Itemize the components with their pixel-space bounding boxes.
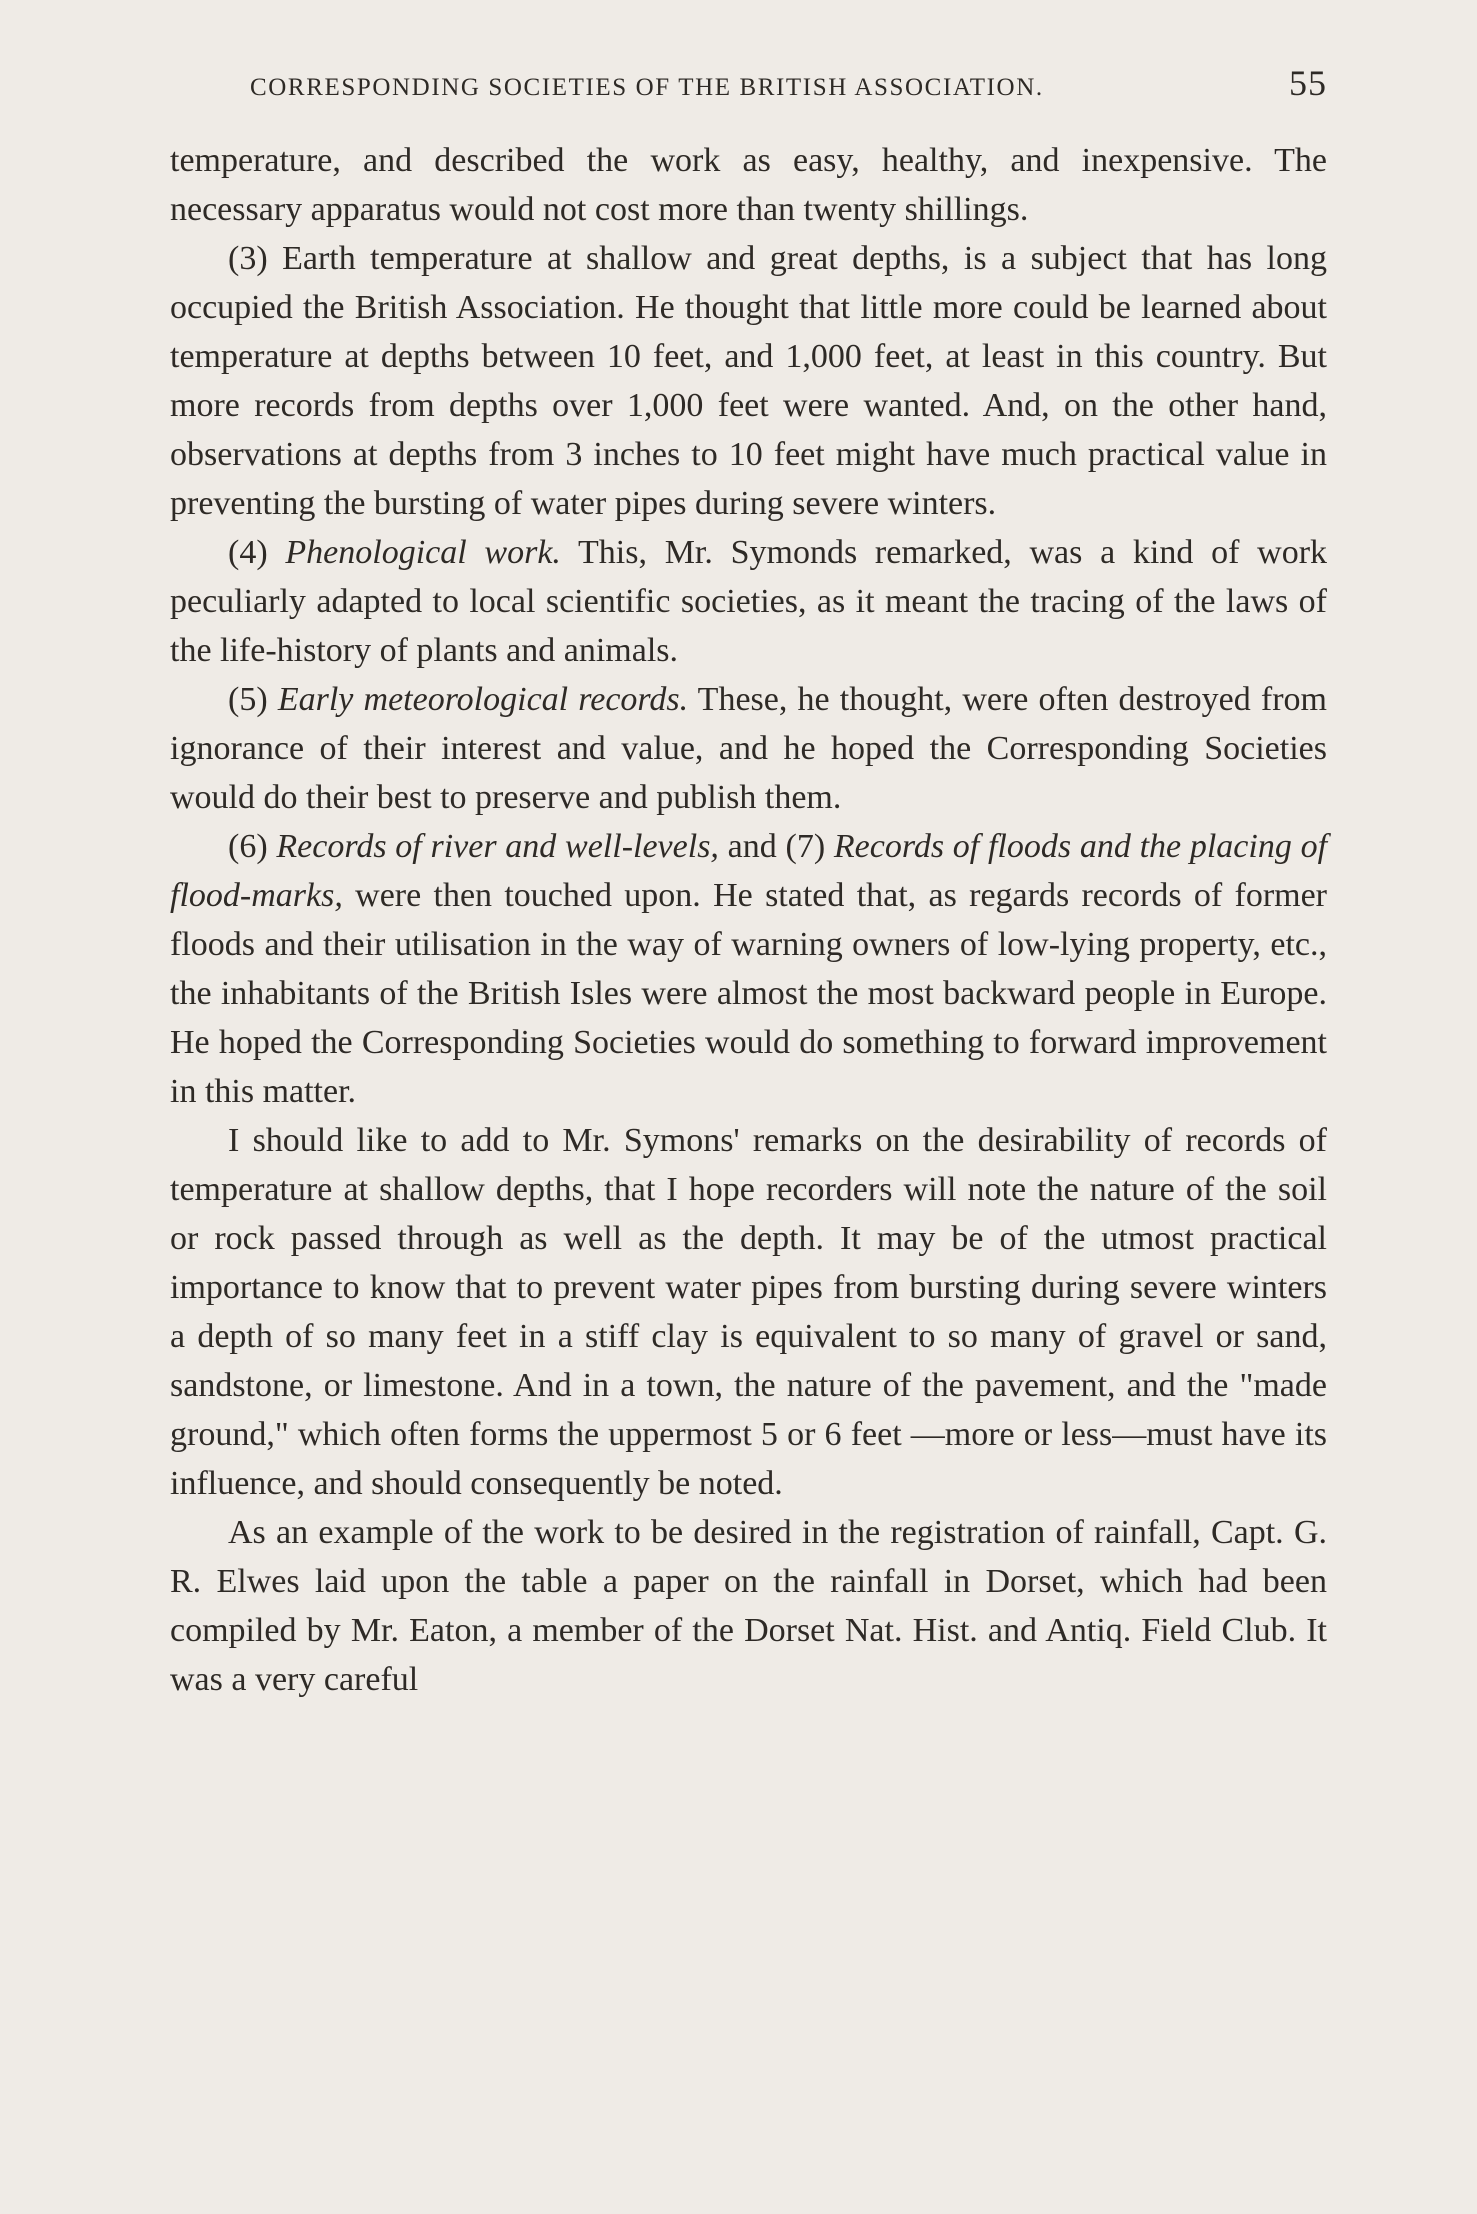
paragraph-text: This, Mr. Symonds remarked, was a kind of work peculiarly adapted to local scientific societies, as it meant the tracing of the laws of the life-history of plants and animals. bbox=[170, 534, 1328, 669]
paragraph-text: and (7) bbox=[727, 828, 826, 865]
italic-heading: Records of river and well-levels, bbox=[276, 828, 719, 865]
paragraph bbox=[170, 822, 1327, 1116]
paragraph: I should like to add to Mr. Symons' remarks on the desirability of records of temperature at shallow depths, that I hope recorders will note the nature of the soil or rock passed through as well as the depth. It may be of the utmost practical importance to know that to prevent water pipes from bursting during severe winters a depth of so many feet in a stiff clay is equivalent to so many of gravel or sand, sandstone, or limestone. And in a town, the nature of the pavement, and the "made ground," which often forms the uppermost 5 or 6 feet —more or less—must have its influence, and should consequently be noted. bbox=[170, 1122, 1327, 1502]
paragraph: temperature, and described the work as easy, healthy, and inexpensive. The necessary apparatus would not cost more than twenty shillings. bbox=[170, 142, 1327, 228]
italic-heading: Early meteorological records. bbox=[277, 681, 689, 718]
item-number: (5) bbox=[228, 681, 268, 718]
paragraph: As an example of the work to be desired in the registration of rainfall, Capt. G. R. Elwes laid upon the table a paper on the rainfall in Dorset, which had been compiled by Mr. Eaton, a member of the Dorset Nat. Hist. and Antiq. Field Club. It was a very careful bbox=[170, 1514, 1327, 1698]
italic-heading: Phenological work. bbox=[285, 534, 561, 571]
paragraph-text: were then touched upon. He stated that, as regards records of former floods and their utilisation in the way of warning owners of low-lying property, etc., the inhabitants of the British Isles were almost the most backward people in Europe. He hoped the Corresponding Societies would do something to forward improvement in this matter. bbox=[170, 877, 1327, 1110]
paragraph bbox=[170, 528, 1327, 675]
body-text bbox=[170, 136, 1327, 1704]
item-number: (6) bbox=[228, 828, 268, 865]
italic-heading: Records of floods and the placing of flood-marks, bbox=[170, 828, 1328, 914]
running-header bbox=[250, 62, 1327, 136]
paragraph-text: These, he thought, were often destroyed from ignorance of their interest and value, and he hoped the Corresponding Societies would do their best to preserve and publish them. bbox=[170, 681, 1327, 816]
running-title: CORRESPONDING SOCIETIES OF THE BRITISH ASSOCIATION. bbox=[250, 74, 1044, 101]
item-number: (4) bbox=[228, 534, 268, 571]
paragraph: (3) Earth temperature at shallow and great depths, is a subject that has long occupied the British Association. He thought that little more could be learned about temperature at depths between 10 feet, and 1,000 feet, at least in this country. But more records from depths over 1,000 feet were wanted. And, on the other hand, observations at depths from 3 inches to 10 feet might have much practical value in preventing the bursting of water pipes during severe winters. bbox=[170, 240, 1327, 522]
paragraph bbox=[170, 675, 1327, 822]
page-number: 55 bbox=[1289, 63, 1327, 103]
